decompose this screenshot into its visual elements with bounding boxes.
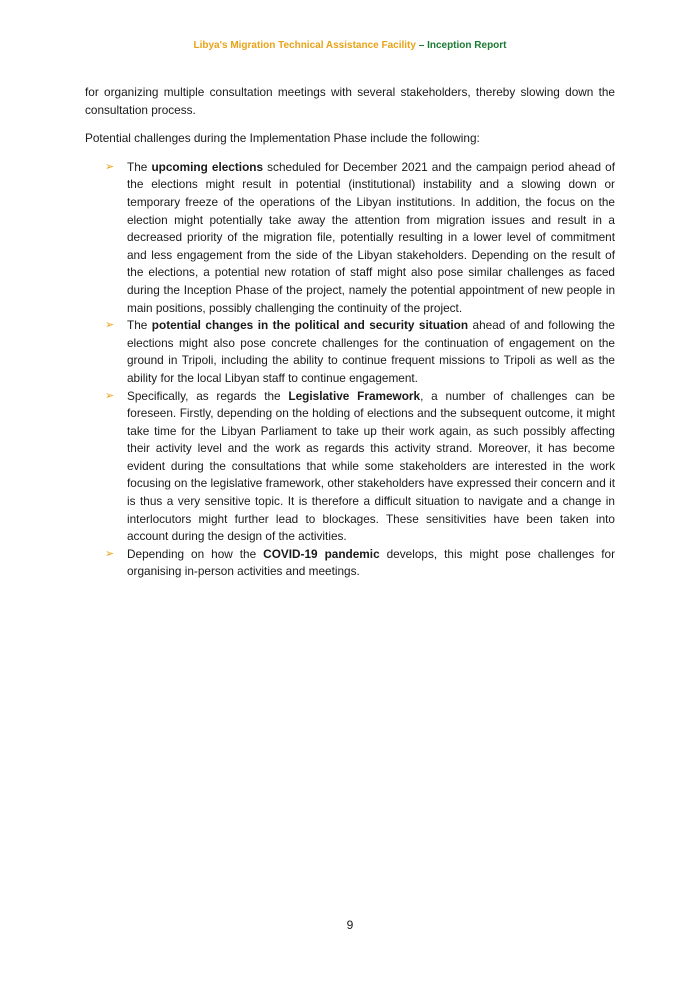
header-report-type: Inception Report (427, 40, 507, 51)
list-item-pre: Depending on how the (127, 546, 264, 561)
list-item-post: scheduled for December 2021 and the campaign period ahead of the elections might result in potential (institutional) instability and a slowing down or temporary freeze of the operations of the Libyan institutions. In addition, the focus on the election might potentially take away the attention from migration issues and result in a decreased priority of the migration file, potentially resulting in a lower level of commitment and less engagement from the side of the Libyan stakeholders. Depending on the result of the elections, a potential new rotation of staff might also pose similar challenges as faced during the Inception Phase of the project, namely the potential appointment of new people in main positions, possibly challenging the continuity of the project. (127, 159, 615, 315)
page-content (85, 84, 615, 581)
list-item-pre: The (127, 159, 152, 174)
list-item (85, 388, 615, 546)
list-item-post: , a number of challenges can be foreseen. Firstly, depending on the holding of elections and the subsequent outcome, it might take time for the Libyan Parliament to take up their work again, as such possibly affecting their activity level and the work as regards this activity strand. Moreover, it has become evident during the consultations that while some stakeholders are interested in the work focusing on the legislative framework, other stakeholders have expressed their concern and it is thus a very sensitive topic. It is therefore a difficult situation to navigate and a change in interlocutors might further lead to blockages. These sensitivities have been taken into account during the design of the activities. (127, 388, 615, 544)
list-item-bold: potential changes in the political and security situation (151, 318, 469, 333)
list-item (85, 546, 615, 581)
list-item-pre: The (127, 318, 152, 333)
list-item (85, 159, 615, 317)
list-item (85, 317, 615, 387)
list-item-bold: upcoming elections (151, 159, 264, 174)
arrow-right-icon: ➢ (105, 319, 115, 332)
list-item-bold: COVID-19 pandemic (263, 546, 380, 561)
arrow-right-icon: ➢ (105, 160, 115, 173)
page-number: 9 (346, 918, 354, 932)
list-item-post: develops, this might pose challenges for organising in-person activities and meetings. (127, 546, 615, 579)
paragraph-intro: Potential challenges during the Implementation Phase include the following: (85, 131, 480, 146)
arrow-right-icon: ➢ (105, 389, 115, 402)
header-title: Libya's Migration Technical Assistance Facility (193, 40, 416, 51)
paragraph-continued: for organizing multiple consultation meetings with several stakeholders, thereby slowing down the consultation process. (85, 85, 615, 117)
list-item-bold: Legislative Framework (288, 388, 421, 403)
list-item-pre: Specifically, as regards the (127, 388, 289, 403)
challenges-list (85, 159, 615, 581)
header-separator: – (415, 40, 428, 51)
arrow-right-icon: ➢ (105, 547, 115, 560)
page-header (0, 40, 700, 51)
list-item-post: ahead of and following the elections might also pose concrete challenges for the continuation of engagement on the ground in Tripoli, including the ability to continue frequent missions to Tripoli as well as the ability for the local Libyan staff to continue engagement. (127, 318, 615, 385)
